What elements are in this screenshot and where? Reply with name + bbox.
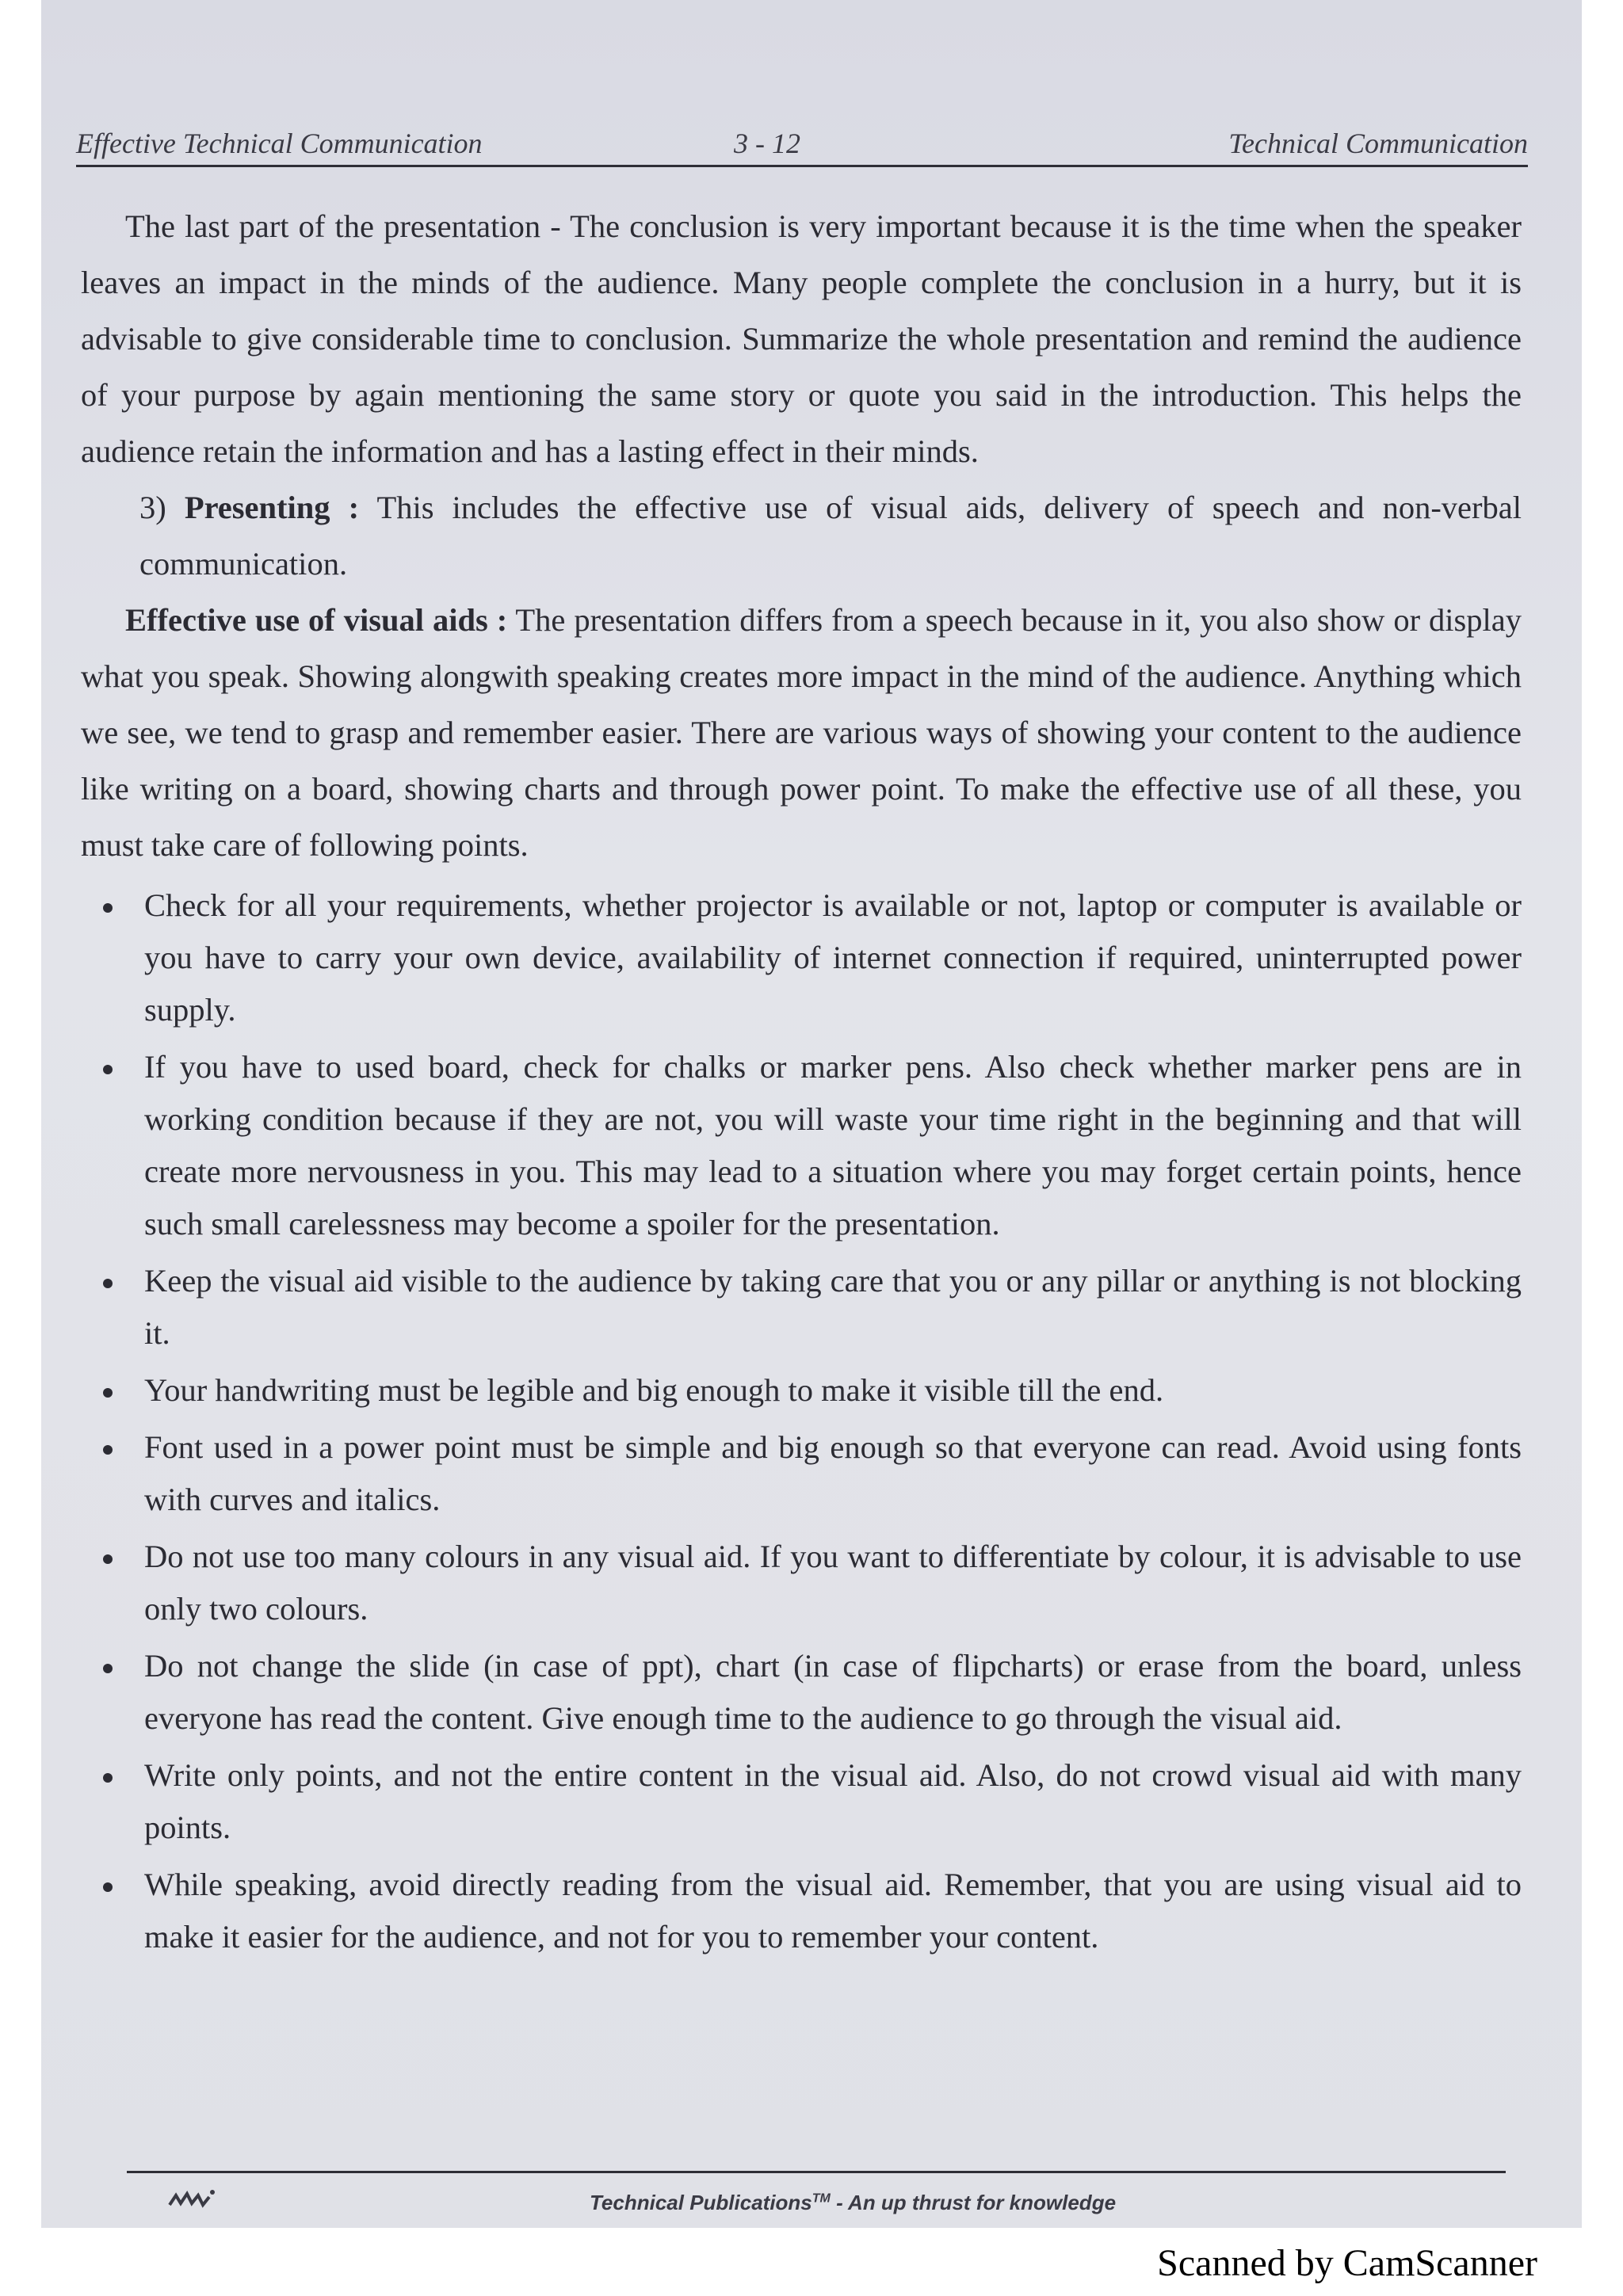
bullet-icon [103, 1065, 113, 1074]
list-item-text: Write only points, and not the entire content in the visual aid. Also, do not crowd visual aid with many points. [144, 1757, 1522, 1845]
bullet-icon [103, 1664, 113, 1673]
list-item-text: Font used in a power point must be simple and big enough so that everyone can read. Avoid using fonts with curves and italics. [144, 1429, 1522, 1517]
page-body [81, 198, 1522, 1968]
bullet-icon [103, 1882, 113, 1892]
list-item-text: Do not change the slide (in case of ppt), chart (in case of flipcharts) or erase from the board, unless everyone has read the content. Give enough time to the audience to go through the visual aid. [144, 1648, 1522, 1736]
list-item [81, 1749, 1522, 1854]
list-item-text: If you have to used board, check for chalks or marker pens. Also check whether marker pens are in working condition because if they are not, you will waste your time right in the beginning and that will create more nervousness in you. This may lead to a situation where you may forget certain points, hence such small carelessness may become a spoiler for the presentation. [144, 1049, 1522, 1241]
list-item [81, 879, 1522, 1036]
list-item-text: Keep the visual aid visible to the audience by taking care that you or any pillar or anything is not blocking it. [144, 1263, 1522, 1351]
book-page [41, 0, 1582, 2228]
publisher-name: Technical Publications [590, 2191, 812, 2214]
list-item-text: Check for all your requirements, whether projector is available or not, laptop or computer is available or you have to carry your own device, availability of internet connection if required, uninterrupted power supply. [144, 887, 1522, 1028]
list-item [81, 1255, 1522, 1360]
list-item [81, 1421, 1522, 1526]
running-header [76, 125, 1528, 167]
bullet-icon [103, 1279, 113, 1288]
footer-publisher [590, 2191, 1116, 2215]
visual-aid-tips-list [81, 879, 1522, 1963]
list-item [81, 1640, 1522, 1745]
conclusion-paragraph: The last part of the presentation - The conclusion is very important because it is the time when the speaker leaves an impact in the minds of the audience. Many people complete the conclusion in a hurry, but it is advisable to give considerable time to conclusion. Summarize the whole presentation and remind the audience of your purpose by again mentioning the same story or quote you said in the introduction. This helps the audience retain the information and has a lasting effect in their minds. [81, 208, 1522, 469]
list-item-text: Do not use too many colours in any visual aid. If you want to differentiate by colour, it is advisable to use only two colours. [144, 1539, 1522, 1627]
presenting-item [81, 479, 1522, 592]
list-item-text: While speaking, avoid directly reading from the visual aid. Remember, that you are using visual aid to make it easier for the audience, and not for you to remember your content. [144, 1867, 1522, 1955]
scanner-watermark: Scanned by CamScanner [1157, 2242, 1537, 2284]
bullet-icon [103, 1388, 113, 1398]
bullet-icon [103, 1554, 113, 1564]
visual-aids-text: The presentation differs from a speech because in it, you also show or display what you speak. Showing alongwith speaking creates more impact in the mind of the audience. Anything which we see, we tend to grasp and remember easier. There are various ways of showing your content to the audience like writing on a board, showing charts and through power point. To make the effective use of all these, you must take care of following points. [81, 602, 1522, 863]
presenting-number: 3) [139, 490, 166, 525]
header-chapter-title: Technical Communication [1228, 128, 1528, 159]
visual-aids-heading: Effective use of visual aids : [125, 602, 508, 638]
publisher-logo-icon [168, 2187, 216, 2211]
presenting-text: This includes the effective use of visual aids, delivery of speech and non-verbal communication. [139, 490, 1522, 582]
presenting-heading: Presenting : [184, 490, 360, 525]
visual-aids-paragraph [81, 592, 1522, 873]
page-footer [127, 2171, 1506, 2221]
bullet-icon [103, 1445, 113, 1455]
header-book-title: Effective Technical Communication [76, 128, 483, 159]
bullet-icon [103, 1773, 113, 1783]
list-item [81, 1041, 1522, 1250]
list-item [81, 1859, 1522, 1963]
list-item [81, 1364, 1522, 1417]
list-item [81, 1531, 1522, 1635]
publisher-tagline: - An up thrust for knowledge [836, 2191, 1117, 2214]
trademark-mark: TM [812, 2191, 831, 2206]
page-number: 3 - 12 [734, 128, 800, 159]
list-item-text: Your handwriting must be legible and big enough to make it visible till the end. [144, 1372, 1164, 1408]
bullet-icon [103, 903, 113, 913]
